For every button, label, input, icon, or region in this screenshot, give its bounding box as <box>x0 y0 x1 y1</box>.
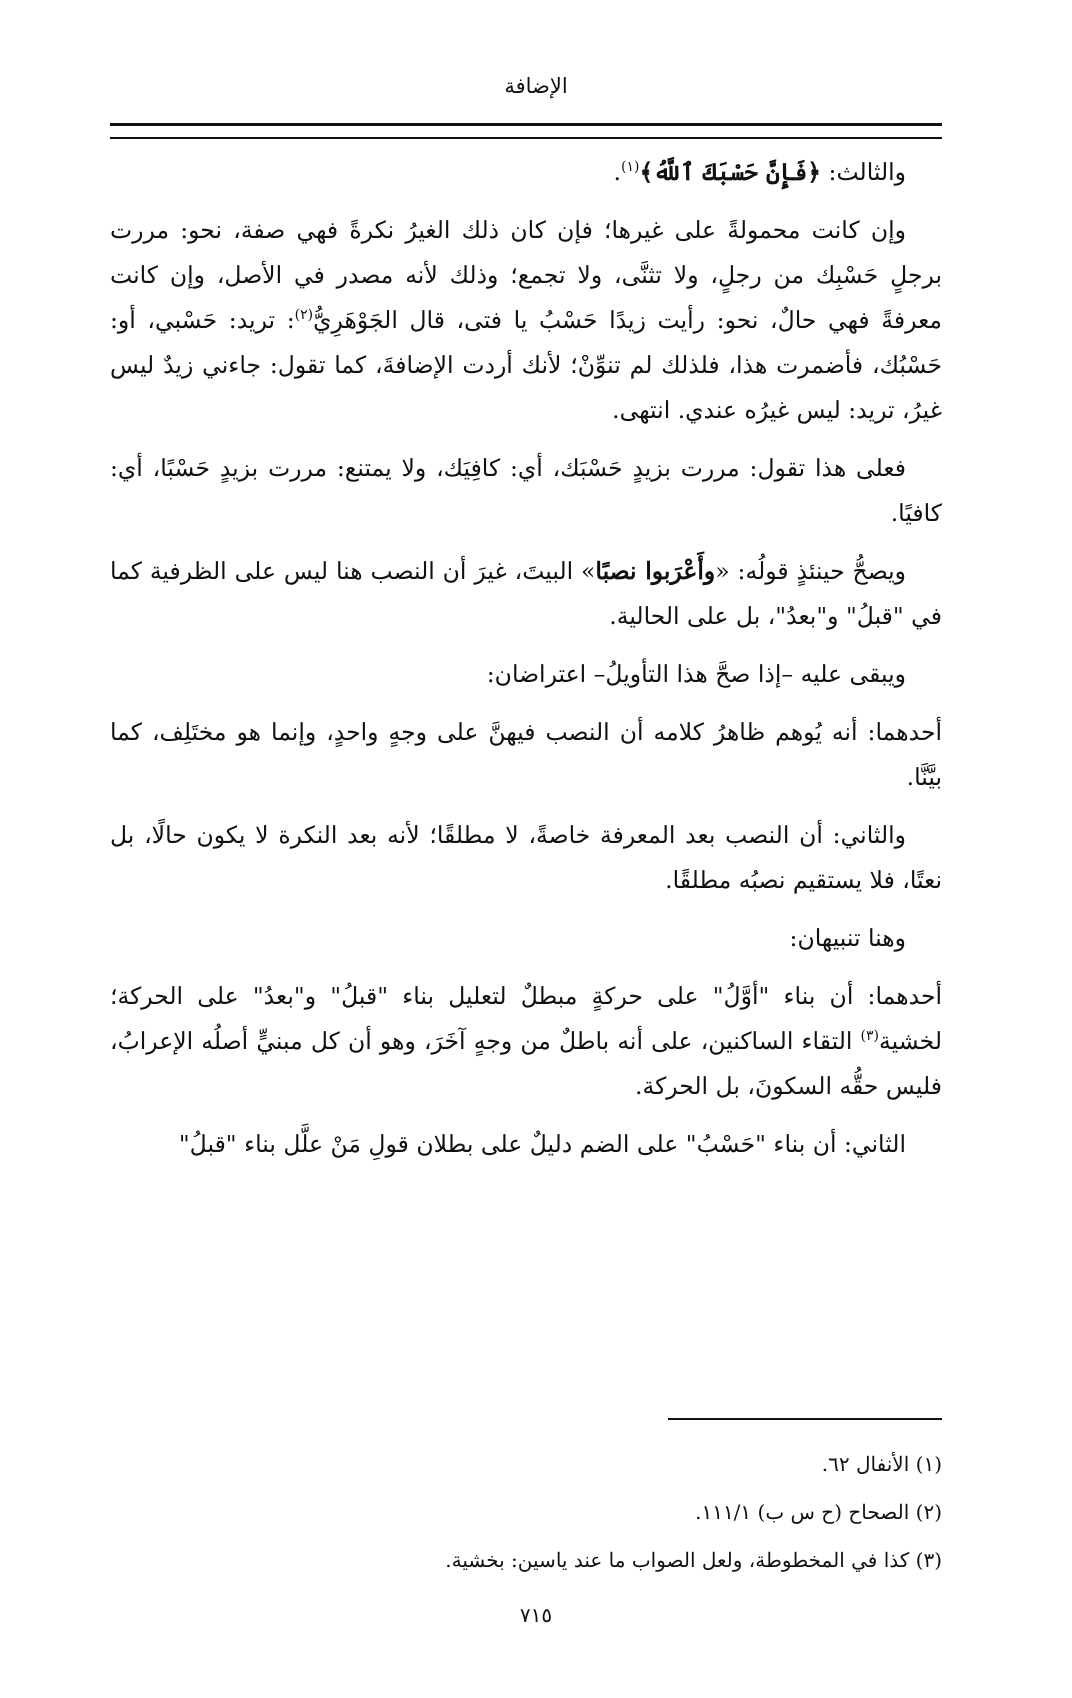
main-text <box>110 150 942 1180</box>
paragraph-text: . <box>613 158 621 186</box>
paragraph-text: وإن كانت محمولةً على غيرها؛ فإن كان ذلك الغيرُ نكرةً فهي صفة، نحو: مررت برجلٍ حَسْبِك من رجلٍ، ولا تثنَّى، ولا تجمع؛ وذلك لأنه مصدر في الأصل، وإن كانت معرفةً فهي حالٌ، نحو: رأيت زيدًا حَسْبُ يا فتى، قال الجَوْهَرِيُّ <box>110 216 942 334</box>
paragraph-second-note: الثاني: أن بناء "حَسْبُ" على الضم دليلٌ على بطلان قولِ مَنْ علَّل بناء "قبلُ" <box>178 1130 906 1158</box>
footnote-2: (٢) الصحاح (ح س ب) ١١١/١. <box>695 1500 942 1524</box>
paragraph-text: : تريد: حَسْبي، أو: حَسْبُك، فأضمرت هذا، فلذلك لم تنوِّنْ؛ لأنك أردت الإضافةَ، كما تقول: جاءني زيدٌ ليس غيرُ، تريد: ليس غيرُه عندي. انتهى. <box>110 306 942 424</box>
footnote-ref-2: (٢) <box>294 307 314 324</box>
paragraph-iitiradan: ويبقى عليه –إذا صحَّ هذا التأويلُ– اعتراضان: <box>486 660 906 688</box>
header-rule-thick <box>110 123 942 126</box>
paragraph-text: أحدهما: أن بناء "أوَّلُ" على حركةٍ مبطلٌ لتعليل بناء "قبلُ" و"بعدُ" على الحركة؛ لخشية <box>110 982 942 1055</box>
paragraph-text: ويصحُّ حينئذٍ قولُه: « <box>715 557 906 585</box>
page-number: ٧١٥ <box>519 1603 553 1627</box>
paragraph-tanbihan: وهنا تنبيهان: <box>789 924 906 952</box>
paragraph-third-verse <box>110 150 942 195</box>
header-rule-thin <box>110 137 942 139</box>
paragraph-yasihhu <box>110 549 942 639</box>
footnote-3: (٣) كذا في المخطوطة، ولعل الصواب ما عند ياسين: بخشية. <box>445 1548 942 1572</box>
paragraph-marartu: فعلى هذا تقول: مررت بزيدٍ حَسْبَك، أي: كافِيَك، ولا يمتنع: مررت بزيدٍ حَسْبًا، أي: كافيًا. <box>110 454 942 527</box>
footnote-separator <box>668 1418 942 1420</box>
paragraph-first-objection: أحدهما: أنه يُوهم ظاهرُ كلامه أن النصب فيهنَّ على وجهٍ واحدٍ، وإنما هو مختَلِف، كما بيَّنَّا. <box>110 718 942 791</box>
paragraph-first-note <box>110 974 942 1109</box>
footnote-ref-1: (١) <box>621 159 640 176</box>
running-title: الإضافة <box>504 74 568 98</box>
quoted-verse: وأَعْرَبوا نصبًا <box>595 557 716 585</box>
footnotes <box>110 1440 942 1584</box>
paragraph-text: التقاء الساكنين، على أنه باطلٌ من وجهٍ آخَرَ، وهو أن كل مبنيٍّ أصلُه الإعرابُ، فليس حقُّه السكونَ، بل الحركة. <box>110 1027 942 1100</box>
paragraph-hasb-sifa <box>110 208 942 433</box>
paragraph-text: » البيتَ، غيرَ أن النصب هنا ليس على الظرفية كما في "قبلُ" و"بعدُ"، بل على الحالية. <box>110 557 942 630</box>
quran-verse: ﴿فَإِنَّ حَسْبَكَ ٱللَّهُ﴾ <box>639 158 822 186</box>
footnote-ref-3: (٣) <box>860 1028 880 1045</box>
paragraph-second-objection: والثاني: أن النصب بعد المعرفة خاصةً، لا مطلقًا؛ لأنه بعد النكرة لا يكون حالًا، بل نعتًا، فلا يستقيم نصبُه مطلقًا. <box>110 821 942 894</box>
footnote-1: (١) الأنفال ٦٢. <box>821 1452 942 1476</box>
paragraph-text: والثالث: <box>821 158 906 186</box>
